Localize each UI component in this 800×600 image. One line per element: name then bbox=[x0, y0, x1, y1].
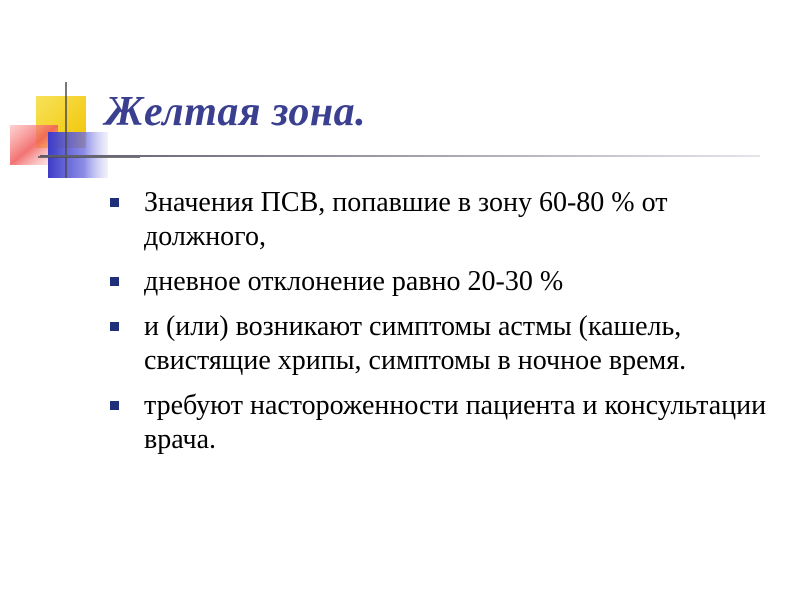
square-bullet-icon bbox=[110, 198, 119, 207]
bullet-text: дневное отклонение равно 20-30 % bbox=[144, 266, 564, 297]
slide-title: Желтая зона. bbox=[105, 89, 367, 135]
bullet-item bbox=[110, 389, 770, 457]
square-bullet-icon bbox=[110, 322, 119, 331]
square-bullet-icon bbox=[110, 401, 119, 410]
bullet-item bbox=[110, 186, 770, 254]
square-bullet-icon bbox=[110, 277, 119, 286]
bullet-text: требуют настороженности пациента и консультации врача. bbox=[144, 390, 767, 455]
title-underline bbox=[40, 155, 760, 157]
bullet-item bbox=[110, 265, 770, 299]
bullet-text: Значения ПСВ, попавшие в зону 60-80 % от должного, bbox=[144, 187, 668, 252]
bullet-text: и (или) возникают симптомы астмы (кашель, свистящие хрипы, симптомы в ночное время. bbox=[144, 311, 687, 376]
bullet-list bbox=[110, 186, 770, 468]
bullet-item bbox=[110, 310, 770, 378]
